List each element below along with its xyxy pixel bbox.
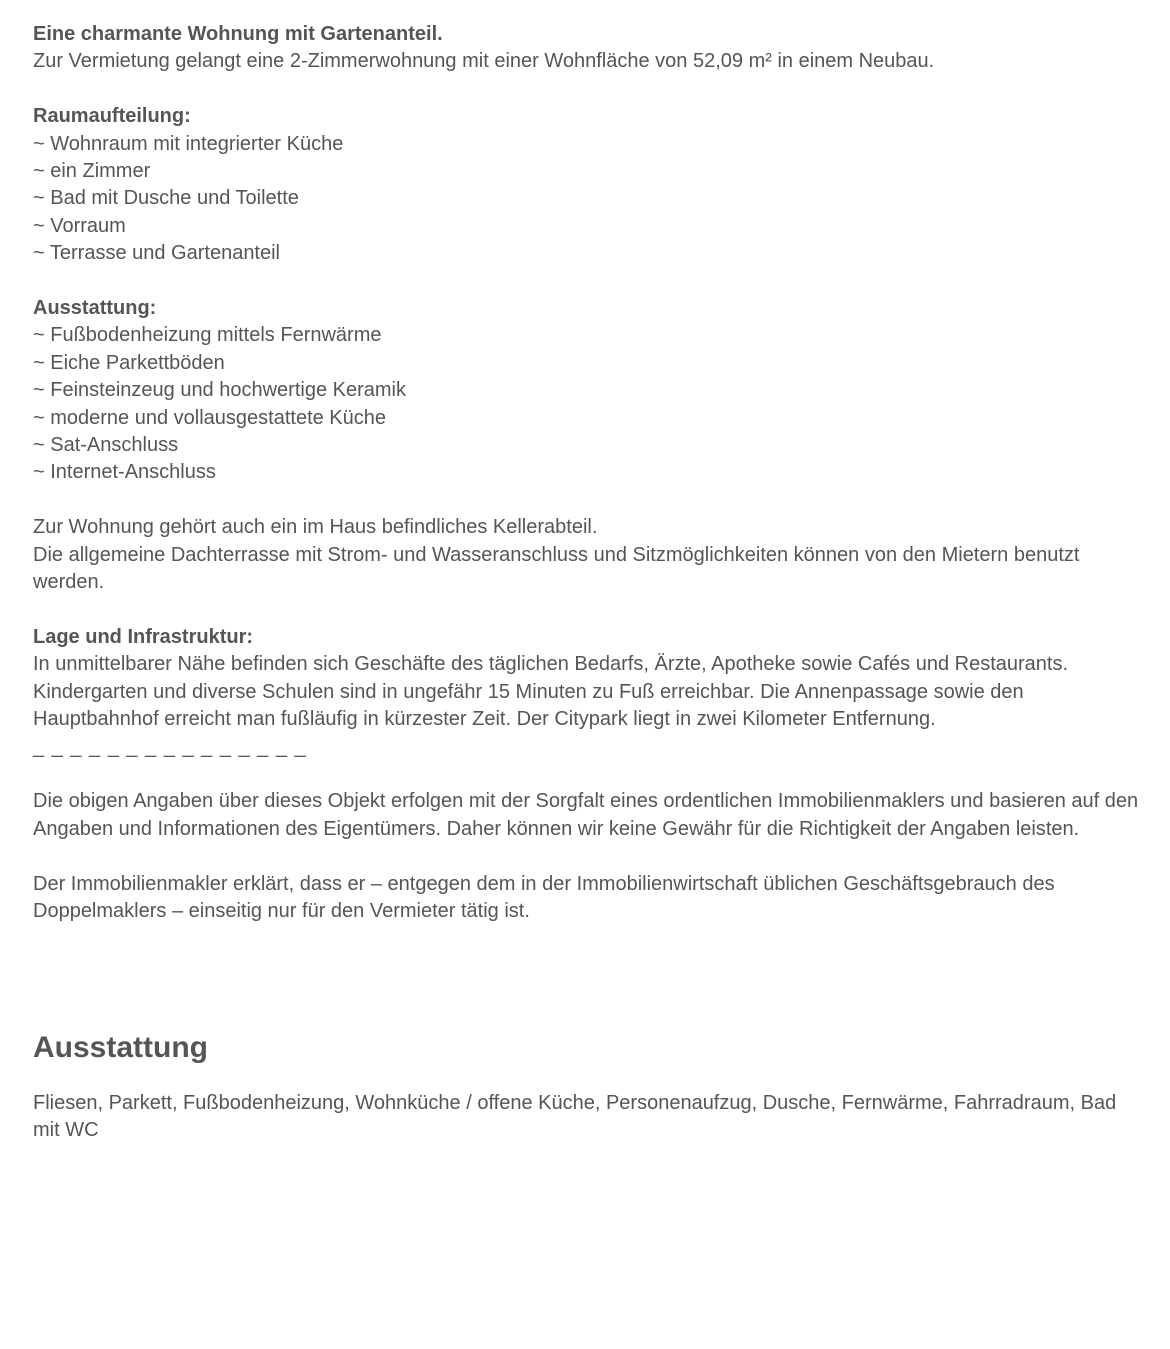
spacer [33,487,1153,514]
rooms-item: ~ Wohnraum mit integrierter Küche [33,132,344,155]
features-text: Fliesen, Parkett, Fußbodenheizung, Wohnküche / offene Küche, Personenaufzug, Dusche, Fernwärme, Fahrradraum, Bad mit WC [33,1092,1117,1142]
location-heading: Lage und Infrastruktur: [33,625,254,648]
equipment-item: ~ Internet-Anschluss [33,461,216,484]
intro-text: Zur Vermietung gelangt eine 2-Zimmerwohnung mit einer Wohnfläche von 52,09 m² in einem Neubau. [33,50,935,73]
listing-description [33,21,1153,925]
spacer [33,268,1153,295]
cellar-text: Zur Wohnung gehört auch ein im Haus befindliches Kellerabteil. [33,516,598,539]
spacer [33,76,1153,103]
roof-terrace-text: Die allgemeine Dachterrasse mit Strom- und Wasseranschluss und Sitzmöglichkeiten können von den Mietern benutzt werden. [33,543,1080,594]
equipment-item: ~ moderne und vollausgestattete Küche [33,406,387,429]
rooms-item: ~ Terrasse und Gartenanteil [33,242,281,265]
equipment-item: ~ Feinsteinzeug und hochwertige Keramik [33,379,406,402]
rooms-item: ~ ein Zimmer [33,160,151,183]
features-heading: Ausstattung [33,1031,208,1064]
separator-line: _ _ _ _ _ _ _ _ _ _ _ _ _ _ _ [33,735,307,758]
rooms-item: ~ Vorraum [33,214,126,237]
spacer [33,761,1153,788]
location-text: In unmittelbarer Nähe befinden sich Geschäfte des täglichen Bedarfs, Ärzte, Apotheke sowie Cafés und Restaurants. Kindergarten und diverse Schulen sind in ungefähr 15 Minuten zu Fuß erreichbar. Die Annenpassage sowie den Hauptbahnhof erreicht man fußläufig in kürzester Zeit. Der Citypark liegt in zwei Kilometer Entfernung. [33,653,1069,731]
equipment-heading: Ausstattung: [33,297,157,320]
rooms-heading: Raumaufteilung: [33,105,191,128]
disclaimer-text: Die obigen Angaben über dieses Objekt erfolgen mit der Sorgfalt eines ordentlichen Immobilienmaklers und basieren auf den Angaben und Informationen des Eigentümers. Daher können wir keine Gewähr für die Richtigkeit der Angaben leisten. [33,790,1139,840]
rooms-item: ~ Bad mit Dusche und Toilette [33,187,299,210]
agent-text: Der Immobilienmakler erklärt, dass er – entgegen dem in der Immobilienwirtschaft üblichen Geschäftsgebrauch des Doppelmaklers – einseitig nur für den Vermieter tätig ist. [33,872,1055,922]
spacer [33,596,1153,623]
intro-title: Eine charmante Wohnung mit Gartenanteil. [33,23,443,45]
equipment-item: ~ Sat-Anschluss [33,434,179,457]
equipment-item: ~ Fußbodenheizung mittels Fernwärme [33,324,382,347]
equipment-item: ~ Eiche Parkettböden [33,351,225,374]
spacer [33,843,1153,870]
